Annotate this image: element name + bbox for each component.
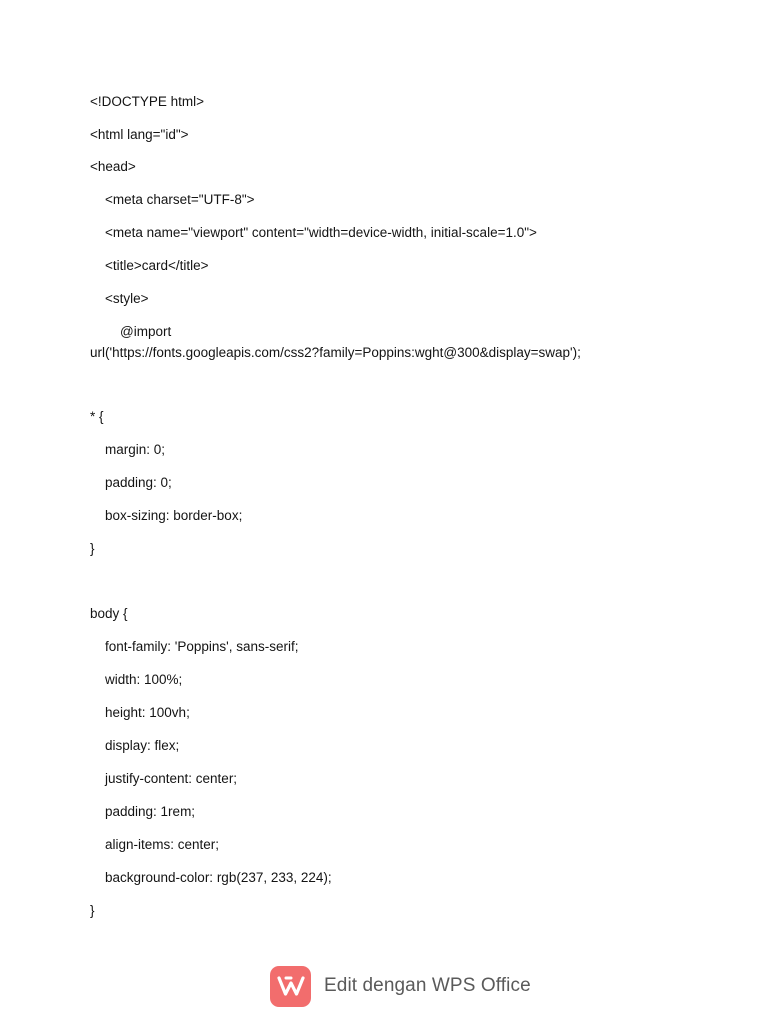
code-line: url('https://fonts.googleapis.com/css2?family=Poppins:wght@300&display=swap'); (90, 345, 581, 360)
code-line: @import (90, 324, 172, 339)
code-line: } (90, 903, 95, 918)
code-line: width: 100%; (90, 672, 183, 687)
code-line: height: 100vh; (90, 705, 190, 720)
code-line: <html lang="id"> (90, 127, 189, 142)
edit-with-wps-label[interactable]: Edit dengan WPS Office (324, 975, 531, 996)
edit-with-wps-banner[interactable] (270, 964, 531, 1008)
code-line: display: flex; (90, 738, 180, 753)
code-line: <head> (90, 159, 136, 174)
code-line: font-family: 'Poppins', sans-serif; (90, 639, 299, 654)
code-line: body { (90, 606, 128, 621)
wps-office-icon (270, 966, 311, 1007)
code-line: <style> (90, 291, 149, 306)
code-line: <title>card</title> (90, 258, 209, 273)
code-line: background-color: rgb(237, 233, 224); (90, 870, 332, 885)
code-line: padding: 0; (90, 475, 172, 490)
code-line: padding: 1rem; (90, 804, 196, 819)
code-line: <meta name="viewport" content="width=device-width, initial-scale=1.0"> (90, 225, 537, 240)
code-line: box-sizing: border-box; (90, 508, 243, 523)
code-line: margin: 0; (90, 442, 166, 457)
code-line: justify-content: center; (90, 771, 238, 786)
code-line: } (90, 541, 95, 556)
code-line: * { (90, 409, 104, 424)
code-line: <!DOCTYPE html> (90, 94, 205, 109)
code-line: <meta charset="UTF-8"> (90, 192, 255, 207)
code-line: align-items: center; (90, 837, 220, 852)
